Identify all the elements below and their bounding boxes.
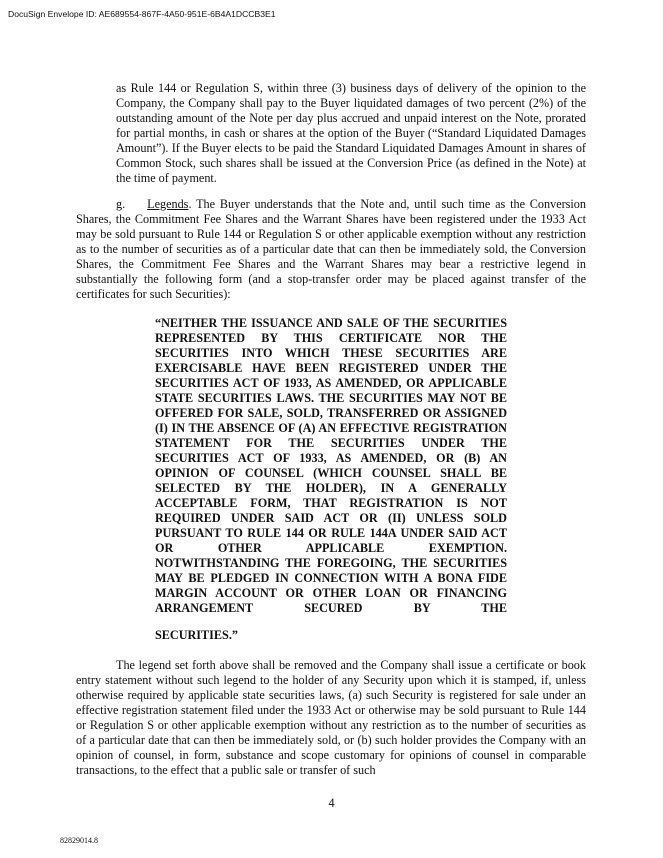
restrictive-legend-last-line: SECURITIES.” <box>155 628 238 642</box>
section-g-paragraph <box>76 197 586 302</box>
legend-removal-paragraph: The legend set forth above shall be removed and the Company shall issue a certificate or book entry statement without such legend to the holder of any Security upon which it is stamped, if, unless otherwise required by applicable state securities laws, (a) such Security is registered for sale under an effective registration statement filed under the 1933 Act or otherwise may be sold pursuant to Rule 144 or Regulation S or other applicable exemption without any restriction as to the number of securities as of a particular date that can then be immediately sold, or (b) such holder provides the Company with an opinion of counsel, in form, substance and scope customary for opinions of counsel in comparable transactions, to the effect that a public sale or transfer of such <box>76 658 586 777</box>
restrictive-legend: “NEITHER THE ISSUANCE AND SALE OF THE SECURITIES REPRESENTED BY THIS CERTIFICATE NOR THE SECURITIES INTO WHICH THESE SECURITIES ARE EXERCISABLE HAVE BEEN REGISTERED UNDER THE SECURITIES ACT OF 1933, AS AMENDED, OR APPLICABLE STATE SECURITIES LAWS. THE SECURITIES MAY NOT BE OFFERED FOR SALE, SOLD, TRANSFERRED OR ASSIGNED (I) IN THE ABSENCE OF (A) AN EFFECTIVE REGISTRATION STATEMENT FOR THE SECURITIES UNDER THE SECURITIES ACT OF 1933, AS AMENDED, OR (B) AN OPINION OF COUNSEL (WHICH COUNSEL SHALL BE SELECTED BY THE HOLDER), IN A GENERALLY ACCEPTABLE FORM, THAT REGISTRATION IS NOT REQUIRED UNDER SAID ACT OR (II) UNLESS SOLD PURSUANT TO RULE 144 OR RULE 144A UNDER SAID ACT OR OTHER APPLICABLE EXEMPTION. NOTWITHSTANDING THE FOREGOING, THE SECURITIES MAY BE PLEDGED IN CONNECTION WITH A BONA FIDE MARGIN ACCOUNT OR OTHER LOAN OR FINANCING ARRANGEMENT SECURED BY THE <box>155 316 507 615</box>
section-marker: g. <box>116 197 126 211</box>
page-number: 4 <box>328 796 335 810</box>
paragraph-continuation: as Rule 144 or Regulation S, within three (3) business days of delivery of the opinion to the Company, the Company shall pay to the Buyer liquidated damages of two percent (2%) of the outstanding amount of the Note per day plus accrued and unpaid interest on the Note, prorated for partial months, in cash or shares at the option of the Buyer (“Standard Liquidated Damages Amount”). If the Buyer elects to be paid the Standard Liquidated Damages Amount in shares of Common Stock, such shares shall be issued at the Conversion Price (as defined in the Note) at the time of payment. <box>116 81 586 185</box>
section-heading: Legends <box>147 197 189 211</box>
envelope-id: DocuSign Envelope ID: AE689554-867F-4A50-951E-6B4A1DCCB3E1 <box>8 9 276 19</box>
document-id: 82829014.8 <box>60 836 98 845</box>
section-body: . The Buyer understands that the Note and, until such time as the Conversion Shares, the Commitment Fee Shares and the Warrant Shares have been registered under the 1933 Act may be sold pursuant to Rule 144 or Regulation S or other applicable exemption without any restriction as to the number of securities as of a particular date that can then be immediately sold, the Conversion Shares, the Commitment Fee Shares and the Warrant Shares may bear a restrictive legend in substantially the following form (and a stop-transfer order may be placed against transfer of the certificates for such Securities): <box>76 197 586 301</box>
